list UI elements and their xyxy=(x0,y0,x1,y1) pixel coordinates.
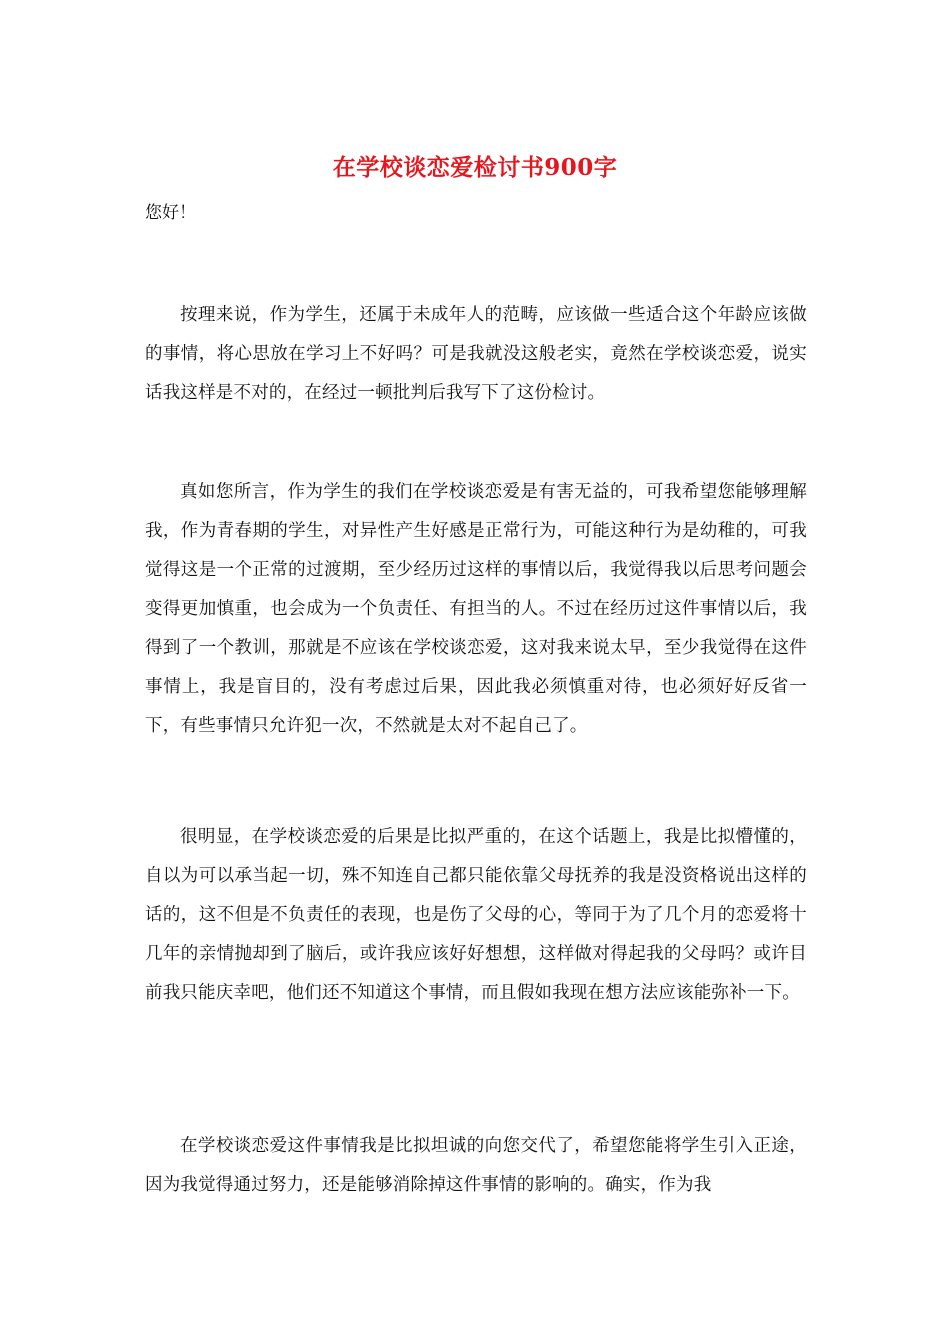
paragraph-2: 真如您所言，作为学生的我们在学校谈恋爱是有害无益的，可我希望您能够理解我，作为青春期的学生，对异性产生好感是正常行为，可能这种行为是幼稚的，可我觉得这是一个正常的过渡期，至少经历过这样的事情以后，我觉得我以后思考问题会变得更加慎重，也会成为一个负责任、有担当的人。不过在经历过这件事情以后，我得到了一个教训，那就是不应该在学校谈恋爱，这对我来说太早，至少我觉得在这件事情上，我是盲目的，没有考虑过后果，因此我必须慎重对待，也必须好好反省一下，有些事情只允许犯一次，不然就是太对不起自己了。 xyxy=(145,482,807,736)
paragraph-3: 很明显，在学校谈恋爱的后果是比拟严重的，在这个话题上，我是比拟懵懂的，自以为可以承当起一切，殊不知连自己都只能依靠父母抚养的我是没资格说出这样的话的，这不但是不负责任的表现，也是伤了父母的心，等同于为了几个月的恋爱将十几年的亲情抛却到了脑后，或许我应该好好想想，这样做对得起我的父母吗？或许目前我只能庆幸吧，他们还不知道这个事情，而且假如我现在想方法应该能弥补一下。 xyxy=(145,827,807,1003)
document-title: 在学校谈恋爱检讨书900字 xyxy=(332,154,618,181)
paragraph-4: 在学校谈恋爱这件事情我是比拟坦诚的向您交代了，希望您能将学生引入正途，因为我觉得通过努力，还是能够消除掉这件事情的影响的。确实，作为我 xyxy=(145,1136,807,1195)
greeting: 您好！ xyxy=(145,203,196,223)
paragraph-1: 按理来说，作为学生，还属于未成年人的范畴，应该做一些适合这个年龄应该做的事情，将心思放在学习上不好吗？可是我就没这般老实，竟然在学校谈恋爱，说实话我这样是不对的，在经过一顿批判后我写下了这份检讨。 xyxy=(145,305,807,403)
